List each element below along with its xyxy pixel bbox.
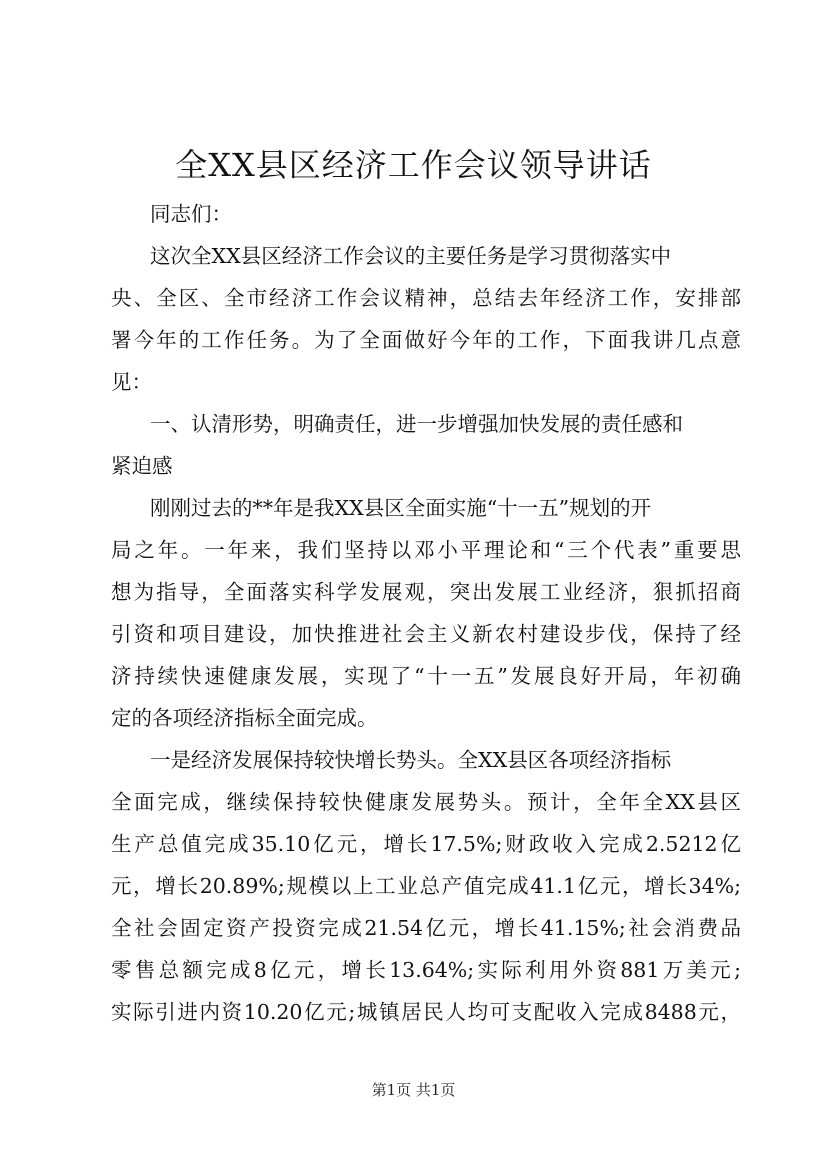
paragraph-line: 济持续快速健康发展，实现了“十一五”发展良好开局，年初确	[111, 664, 741, 688]
paragraph-line: 生产总值完成35.10亿元，增长17.5%;财政收入完成2.5212亿	[111, 832, 741, 856]
paragraph-line: 见：	[111, 370, 152, 394]
paragraph-line: 实际引进内资10.20亿元;城镇居民人均可支配收入完成8488元，	[111, 1000, 741, 1024]
paragraph-line: 定的各项经济指标全面完成。	[111, 706, 378, 730]
paragraph-line: 全社会固定资产投资完成21.54亿元，增长41.15%;社会消费品	[111, 916, 741, 940]
paragraph-line: 想为指导，全面落实科学发展观，突出发展工业经济，狠抓招商	[111, 580, 741, 604]
paragraph-line: 元，增长20.89%;规模以上工业总产值完成41.1亿元，增长34%;	[111, 874, 741, 898]
paragraph-line: 署今年的工作任务。为了全面做好今年的工作，下面我讲几点意	[111, 328, 741, 352]
salutation: 同志们：	[150, 202, 232, 226]
document-title: 全XX县区经济工作会议领导讲话	[175, 146, 652, 184]
paragraph-line: 全面完成，继续保持较快健康发展势头。预计，全年全XX县区	[111, 790, 741, 814]
paragraph-line: 引资和项目建设，加快推进社会主义新农村建设步伐，保持了经	[111, 622, 741, 646]
page-number: 第1页 共1页	[371, 1081, 456, 1099]
paragraph-line: 一是经济发展保持较快增长势头。全XX县区各项经济指标	[150, 748, 672, 772]
section-heading-line: 一、认清形势，明确责任，进一步增强加快发展的责任感和	[150, 412, 683, 436]
paragraph-line: 刚刚过去的**年是我XX县区全面实施“十一五”规划的开	[150, 496, 652, 520]
section-heading-line: 紧迫感	[111, 454, 173, 478]
paragraph-line: 央、全区、全市经济工作会议精神，总结去年经济工作，安排部	[111, 286, 741, 310]
paragraph-line: 零售总额完成8亿元，增长13.64%;实际利用外资881万美元;	[111, 958, 741, 982]
paragraph-line: 局之年。一年来，我们坚持以邓小平理论和“三个代表”重要思	[111, 538, 741, 562]
paragraph-line: 这次全XX县区经济工作会议的主要任务是学习贯彻落实中	[150, 244, 672, 268]
